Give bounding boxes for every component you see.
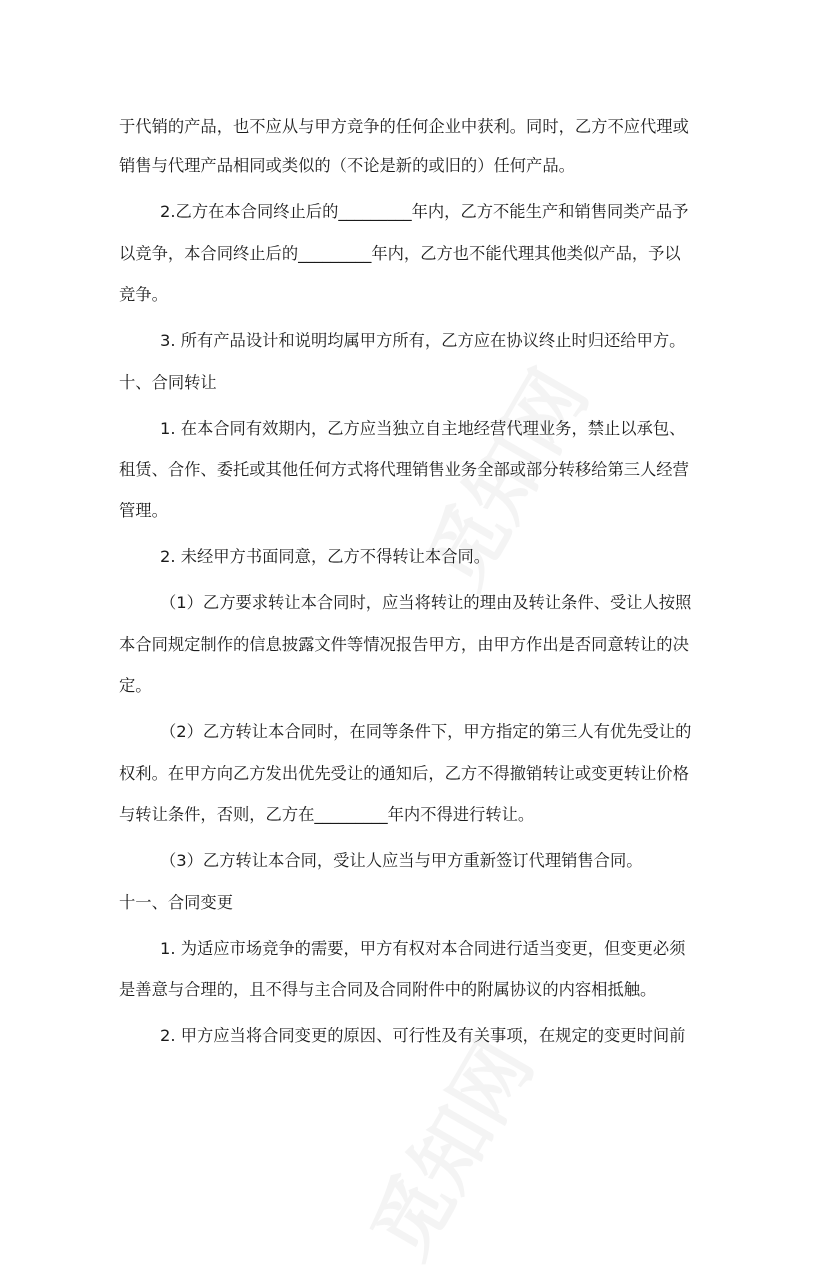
line-1: 于代销的产品，也不应从与甲方竞争的任何企业中获利。同时，乙方不应代理或 xyxy=(119,117,689,136)
watermark-lower xyxy=(340,1017,554,1275)
line-18: （3）乙方转让本合同，受让人应当与甲方重新签订代理销售合同。 xyxy=(160,851,643,870)
line-15: （2）乙方转让本合同时，在同等条件下，甲方指定的第三人有优先受让的 xyxy=(160,722,692,741)
line-22: 2. 甲方应当将合同变更的原因、可行性及有关事项，在规定的变更时间前 xyxy=(160,1026,686,1045)
line-12: （1）乙方要求转让本合同时，应当将转让的理由及转让条件、受让人按照 xyxy=(160,593,692,612)
line-11: 2. 未经甲方书面同意，乙方不得转让本合同。 xyxy=(160,547,491,566)
line-2: 销售与代理产品相同或类似的（不论是新的或旧的）任何产品。 xyxy=(119,156,575,175)
heading-eleven: 十一、合同变更 xyxy=(119,893,233,912)
line-10: 管理。 xyxy=(119,501,168,520)
line-17: 与转让条件，否则，乙方在_________年内不得进行转让。 xyxy=(119,805,535,824)
line-14: 定。 xyxy=(119,676,152,695)
line-20: 1. 为适应市场竞争的需要，甲方有权对本合同进行适当变更，但变更必须 xyxy=(160,939,686,958)
line-3: 2.乙方在本合同终止后的_________年内，乙方不能生产和销售同类产品予 xyxy=(160,202,689,221)
line-16: 权利。在甲方向乙方发出优先受让的通知后，乙方不得撤销转让或变更转让价格 xyxy=(119,764,689,783)
line-9: 租赁、合作、委托或其他任何方式将代理销售业务全部或部分转移给第三人经营 xyxy=(119,460,689,479)
line-8: 1. 在本合同有效期内，乙方应当独立自主地经营代理业务，禁止以承包、 xyxy=(160,419,686,438)
line-5: 竞争。 xyxy=(119,285,168,304)
line-21: 是善意与合理的，且不得与主合同及合同附件中的附属协议的内容相抵触。 xyxy=(119,980,657,999)
line-4: 以竞争，本合同终止后的_________年内，乙方也不能代理其他类似产品，予以 xyxy=(119,244,681,263)
heading-ten: 十、合同转让 xyxy=(119,373,217,392)
line-6: 3. 所有产品设计和说明均属甲方所有，乙方应在协议终止时归还给甲方。 xyxy=(160,331,686,350)
line-13: 本合同规定制作的信息披露文件等情况报告甲方，由甲方作出是否同意转让的决 xyxy=(119,635,689,654)
